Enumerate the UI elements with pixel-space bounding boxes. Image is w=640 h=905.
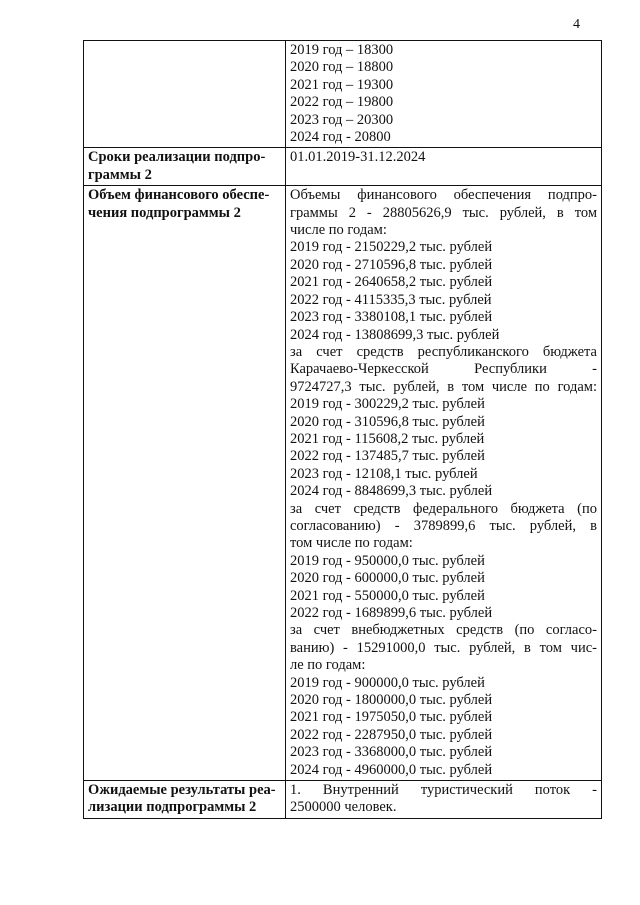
value-line: 2021 год - 2640658,2 тыс. рублей (290, 274, 493, 291)
row-label-line: граммы 2 (88, 166, 152, 183)
value-line: Карачаево-Черкесской Республики - (290, 361, 597, 378)
value-line: 2020 год - 310596,8 тыс. рублей (290, 413, 485, 430)
value-line: 2020 год - 600000,0 тыс. рублей (290, 570, 485, 587)
row-label-line: Сроки реализации подпро- (88, 149, 266, 166)
value-line: за счет средств федерального бюджета (по (290, 500, 597, 517)
value-line: том числе по годам: (290, 535, 413, 552)
row-value-cell (286, 148, 602, 186)
value-line: 2019 год - 300229,2 тыс. рублей (290, 396, 485, 413)
value-line: 2022 год - 1689899,6 тыс. рублей (290, 605, 493, 621)
value-line: 2021 год - 1975050,0 тыс. рублей (290, 709, 493, 726)
value-line: 9724727,3 тыс. рублей, в том числе по годам: (290, 378, 597, 395)
value-line: 2022 год - 4115335,3 тыс. рублей (290, 291, 492, 308)
value-line: числе по годам: (290, 222, 387, 239)
row-label-cell (84, 781, 286, 819)
value-line: 2023 год - 3368000,0 тыс. рублей (290, 744, 493, 761)
value-line: 01.01.2019-31.12.2024 (290, 149, 426, 166)
value-line: 2024 год - 20800 (290, 129, 391, 146)
row-label-cell (84, 41, 286, 148)
value-line: 2019 год - 950000,0 тыс. рублей (290, 552, 485, 569)
row-value-cell (286, 186, 602, 781)
value-line: 2021 год - 550000,0 тыс. рублей (290, 587, 485, 604)
row-label-cell (84, 186, 286, 781)
value-line: 2019 год - 900000,0 тыс. рублей (290, 674, 485, 691)
value-line: ванию) - 15291000,0 тыс. рублей, в том чис- (290, 639, 597, 656)
table-row (84, 781, 602, 819)
value-line: 2019 год – 18300 (290, 42, 394, 58)
row-label-line: лизации подпрограммы 2 (88, 799, 257, 816)
table-row (84, 41, 602, 148)
value-line: 2023 год - 12108,1 тыс. рублей (290, 465, 478, 482)
value-line: 2019 год - 2150229,2 тыс. рублей (290, 239, 493, 256)
row-label-cell (84, 148, 286, 186)
value-line: 2022 год - 2287950,0 тыс. рублей (290, 726, 493, 743)
value-line: 2022 год - 137485,7 тыс. рублей (290, 448, 485, 465)
value-line: 2021 год - 115608,2 тыс. рублей (290, 430, 485, 447)
row-label-line: чения подпрограммы 2 (88, 204, 241, 221)
value-line: 2023 год - 3380108,1 тыс. рублей (290, 309, 493, 326)
value-line: 1. Внутренний туристический поток - (290, 782, 597, 799)
value-line: 2024 год - 13808699,3 тыс. рублей (290, 326, 500, 343)
value-line: граммы 2 - 28805626,9 тыс. рублей, в том (290, 204, 597, 221)
value-line: 2500000 человек. (290, 799, 397, 816)
value-line: Объемы финансового обеспечения подпро- (290, 187, 597, 204)
table-row (84, 186, 602, 781)
value-line: за счет внебюджетных средств (по согласо- (290, 622, 597, 639)
value-line: 2023 год – 20300 (290, 111, 394, 128)
table-row (84, 148, 602, 186)
page-number: 4 (573, 17, 580, 32)
value-line: ле по годам: (290, 657, 366, 674)
row-label-line: Объем финансового обеспе- (88, 187, 270, 204)
passport-table (83, 40, 602, 819)
value-line: за счет средств республиканского бюджета (290, 343, 597, 360)
value-line: 2020 год - 1800000,0 тыс. рублей (290, 692, 493, 709)
value-line: 2024 год - 8848699,3 тыс. рублей (290, 483, 493, 500)
row-value-cell (286, 781, 602, 819)
value-line: 2020 год - 2710596,8 тыс. рублей (290, 256, 493, 273)
value-line: согласованию) - 3789899,6 тыс. рублей, в (290, 517, 597, 534)
value-line: 2021 год – 19300 (290, 76, 394, 93)
row-value-cell (286, 41, 602, 148)
value-line: 2024 год - 4960000,0 тыс. рублей (290, 761, 493, 778)
row-label-line: Ожидаемые результаты реа- (88, 782, 276, 799)
value-line: 2022 год – 19800 (290, 94, 394, 111)
value-line: 2020 год – 18800 (290, 59, 394, 76)
